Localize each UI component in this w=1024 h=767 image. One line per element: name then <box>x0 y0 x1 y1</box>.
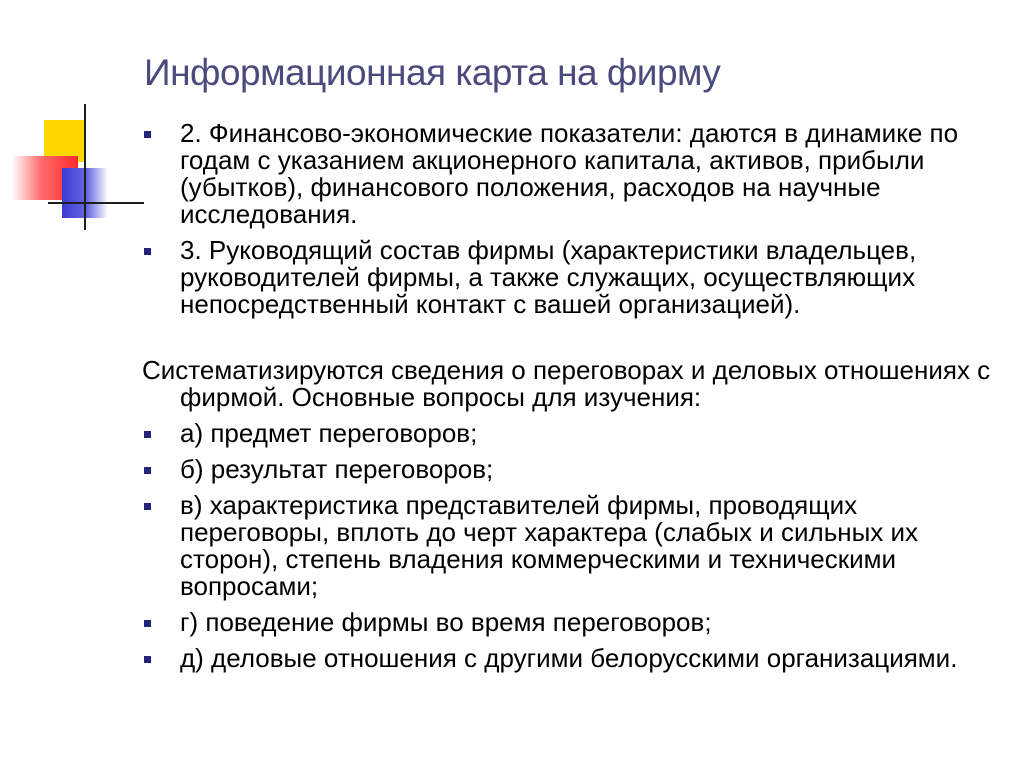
square-bullet-icon <box>144 620 151 627</box>
bullet-item <box>142 420 1004 447</box>
intro-paragraph: Систематизируются сведения о переговорах и деловых отношениях с фирмой. Основные вопросы для изучения: <box>142 355 991 412</box>
bullet-text: 3. Руководящий состав фирмы (характеристики владельцев, руководителей фирмы, а также служащих, осуществляющих непосредственный контакт с вашей организацией). <box>180 235 917 319</box>
bullet-text: а) предмет переговоров; <box>180 418 478 448</box>
square-bullet-icon <box>144 248 151 255</box>
bullet-item <box>142 492 1004 600</box>
logo-horizontal-line <box>48 202 144 204</box>
decorative-logo-icon <box>0 100 150 230</box>
bullet-text: б) результат переговоров; <box>180 454 494 484</box>
bullet-text: 2. Финансово-экономические показатели: даются в динамике по годам с указанием акционерного капитала, активов, прибыли (убытков), финансового положения, расходов на научные исследования. <box>180 118 959 229</box>
bullet-item <box>142 456 1004 483</box>
slide-title: Информационная карта на фирму <box>144 52 721 93</box>
bullet-text: д) деловые отношения с другими белорусскими организациями. <box>180 643 958 673</box>
square-bullet-icon <box>144 503 151 510</box>
square-bullet-icon <box>144 656 151 663</box>
bullet-item <box>142 237 1004 318</box>
square-bullet-icon <box>144 431 151 438</box>
bullet-item <box>142 120 1004 228</box>
logo-vertical-line <box>84 104 86 230</box>
bullet-text: в) характеристика представителей фирмы, проводящих переговоры, вплоть до черт характера (слабых и сильных их сторон), степень владения коммерческими и техническими вопросами; <box>180 490 919 601</box>
bullet-item <box>142 645 1004 672</box>
bullet-text: г) поведение фирмы во время переговоров; <box>180 607 712 637</box>
square-bullet-icon <box>144 467 151 474</box>
bullet-item <box>142 609 1004 636</box>
square-bullet-icon <box>144 131 151 138</box>
slide-content <box>142 120 1004 681</box>
